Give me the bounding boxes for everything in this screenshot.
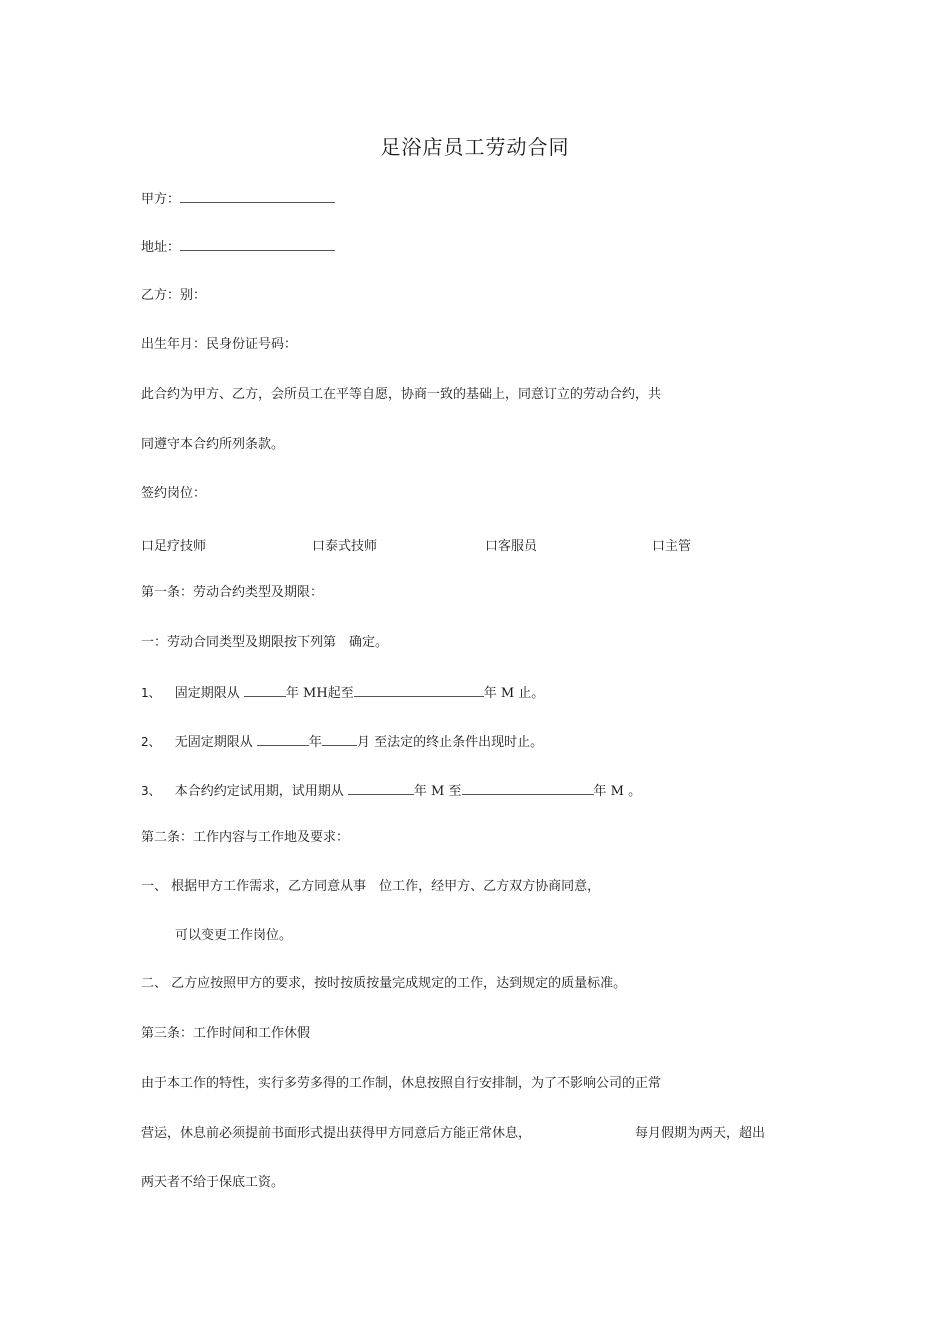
article-2-heading: 第二条：工作内容与工作地及要求：	[141, 830, 350, 845]
term-probation-number: 3、	[141, 784, 161, 798]
positions-label: 签约岗位：	[141, 486, 207, 501]
term-fixed-text-b: 年 MH起至	[285, 686, 354, 701]
article-2-paragraph-2: 二、 乙方应按照甲方的要求，按时按质按量完成规定的工作，达到规定的质量标准。	[141, 976, 627, 991]
term-probation-blank-2	[462, 781, 594, 795]
position-option-foot-therapist: 口足疗技师	[141, 539, 207, 554]
position-option-customer-service: 口客服员	[485, 539, 538, 554]
term-fixed-blank-2	[354, 683, 484, 697]
article-3-line-2b: 每月假期为两天，超出	[635, 1126, 766, 1141]
article-3-line-3: 两天者不给于保底工资。	[141, 1175, 285, 1190]
term-probation-text-a: 本合约约定试用期，试用期从	[174, 784, 348, 799]
birth-id-line: 出生年月：民身份证号码：	[141, 337, 298, 352]
term-open-blank-1	[257, 732, 309, 746]
term-probation-text-c: 年 M 。	[593, 784, 642, 799]
party-b-line: 乙方：别：	[141, 288, 207, 303]
term-probation-text-b: 年 M 至	[413, 784, 462, 799]
term-open-blank-2	[322, 732, 357, 746]
intro-line-2: 同遵守本合约所列条款。	[141, 437, 285, 452]
term-fixed-number: 1、	[141, 686, 161, 700]
term-fixed-text-c: 年 M 止。	[483, 686, 545, 701]
term-open-text-a: 无固定期限从	[174, 735, 257, 750]
term-open-text-b: 年	[308, 735, 322, 750]
address-label: 地址：	[141, 240, 181, 255]
article-2-paragraph-1b: 可以变更工作岗位。	[175, 928, 293, 943]
article-1-heading: 第一条：劳动合约类型及期限：	[141, 585, 324, 600]
party-a-blank	[180, 189, 335, 203]
term-probation-blank-1	[348, 781, 414, 795]
document-title: 足浴店员工劳动合同	[380, 135, 570, 159]
term-fixed-blank-1	[244, 683, 286, 697]
address-blank	[180, 237, 335, 251]
party-a-label: 甲方：	[141, 192, 181, 207]
term-open-number: 2、	[141, 735, 161, 749]
term-open-line	[141, 732, 543, 752]
article-1-subheading: 一：劳动合同类型及期限按下列第 确定。	[141, 635, 389, 650]
position-option-thai-therapist: 口泰式技师	[312, 539, 378, 554]
term-probation-line	[141, 781, 641, 801]
article-3-line-2a: 营运，休息前必须提前书面形式提出获得甲方同意后方能正常休息，	[141, 1126, 532, 1141]
position-option-supervisor: 口主管	[652, 539, 692, 554]
article-3-heading: 第三条：工作时间和工作休假	[141, 1026, 311, 1041]
article-3-line-1: 由于本工作的特性，实行多劳多得的工作制，休息按照自行安排制，为了不影响公司的正常	[141, 1076, 662, 1091]
term-fixed-line	[141, 683, 544, 703]
intro-line-1: 此合约为甲方、乙方，会所员工在平等自愿，协商一致的基础上，同意订立的劳动合约，共	[141, 387, 662, 402]
address-line	[141, 237, 335, 257]
party-a-line	[141, 189, 335, 209]
article-2-paragraph-1a: 一、 根据甲方工作需求，乙方同意从事 位工作，经甲方、乙方双方协商同意，	[141, 879, 601, 894]
term-open-text-c: 月 至法定的终止条件出现时止。	[356, 735, 544, 750]
term-fixed-text-a: 固定期限从	[174, 686, 244, 701]
